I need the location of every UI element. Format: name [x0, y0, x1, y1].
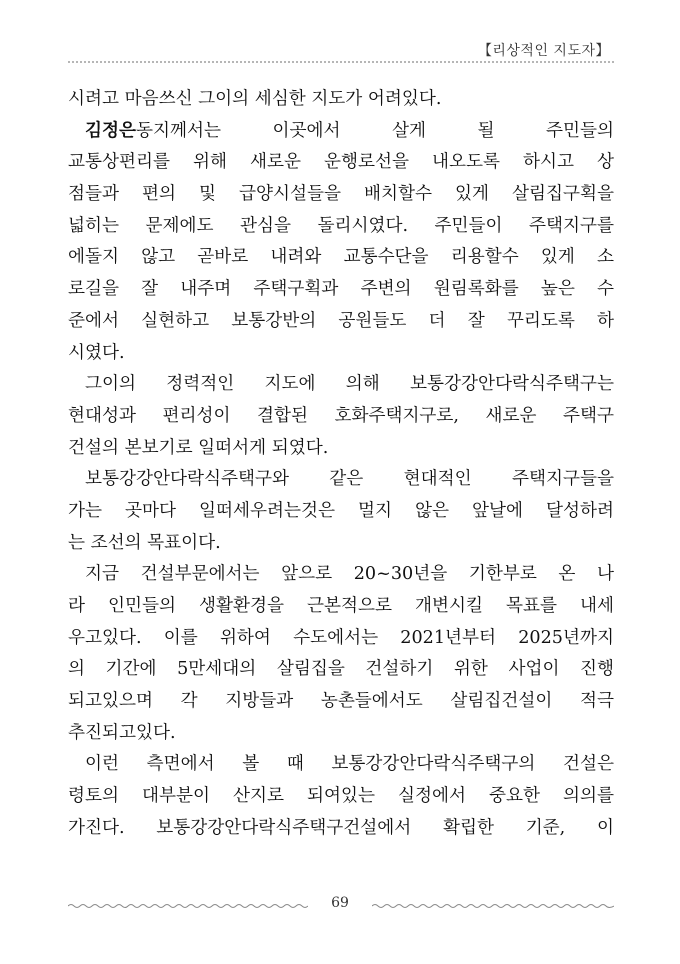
- text-line: [68, 749, 614, 781]
- text-line: [68, 338, 614, 370]
- line-text: 의 기간에 5만세대의 살림집을 건설하기 위한 사업이 진행: [68, 659, 614, 680]
- header-divider: [68, 60, 614, 64]
- line-text: 시였다.: [68, 342, 125, 363]
- line-text: 동지께서는 이곳에서 살게 될 주민들의: [136, 120, 614, 141]
- text-line: [68, 781, 614, 813]
- text-line: [68, 274, 614, 306]
- bold-name: 김정은: [85, 120, 136, 141]
- text-line: [68, 528, 614, 560]
- footer-ornament-left: [68, 903, 308, 909]
- line-text: 보통강강안다락식주택구와 같은 현대적인 주택지구들을: [85, 469, 614, 490]
- line-text: 교통상편리를 위해 새로운 운행로선을 내오도록 하시고 상: [68, 152, 614, 173]
- text-line: [68, 496, 614, 528]
- line-text: 준에서 실현하고 보통강반의 공원들도 더 잘 꾸리도록 하: [68, 310, 614, 331]
- text-line: [68, 211, 614, 243]
- text-line: [68, 179, 614, 211]
- line-text: 라 인민들의 생활환경을 근본적으로 개변시킬 목표를 내세: [68, 596, 614, 616]
- line-text: 점들과 편의 및 급양시설들을 배치할수 있게 살림집구획을: [68, 184, 614, 205]
- footer-ornament-right: [372, 903, 614, 909]
- line-text: 되고있으며 각 지방들과 농촌들에서도 살림집건설이 적극: [68, 691, 614, 712]
- text-line: [68, 464, 614, 496]
- line-text: 지금 건설부문에서는 앞으로 20~30년을 기한부로 온 나: [85, 564, 614, 585]
- line-text: 넓히는 문제에도 관심을 돌리시였다. 주민들이 주택지구를: [68, 215, 614, 236]
- line-text: 현대성과 편리성이 결합된 호화주택지구로, 새로운 주택구: [68, 405, 614, 426]
- page-header-title: 【리상적인 지도자】: [477, 43, 610, 59]
- line-text: 건설의 본보기로 일떠서게 되였다.: [68, 437, 329, 458]
- line-text: 그이의 정력적인 지도에 의해 보통강강안다락식주택구는: [85, 374, 614, 395]
- line-text: 시려고 마음쓰신 그이의 세심한 지도가 어려있다.: [68, 89, 442, 109]
- line-text: 가는 곳마다 일떠세우려는것은 멀지 않은 앞날에 달성하려: [68, 500, 614, 521]
- line-text: 우고있다. 이를 위하여 수도에서는 2021년부터 2025년까지: [68, 627, 614, 648]
- text-line: [68, 116, 614, 148]
- text-line: [68, 686, 614, 718]
- page-number: 69: [331, 895, 349, 911]
- line-text: 가진다. 보통강강안다락식주택구건설에서 확립한 기준, 이: [68, 817, 614, 838]
- text-line: [68, 654, 614, 686]
- text-line: [68, 401, 614, 433]
- body-text: [68, 84, 614, 845]
- line-text: 에돌지 않고 곧바로 내려와 교통수단을 리용할수 있게 소: [68, 247, 614, 268]
- line-text: 이런 측면에서 볼 때 보통강강안다락식주택구의 건설은: [85, 754, 614, 775]
- text-line: [68, 591, 614, 623]
- line-text: 로길을 잘 내주며 주택구획과 주변의 원림록화를 높은 수: [68, 279, 614, 300]
- line-text: 추진되고있다.: [68, 722, 176, 743]
- text-line: [68, 306, 614, 338]
- text-line: [68, 147, 614, 179]
- text-line: [68, 813, 614, 845]
- text-line: [68, 369, 614, 401]
- text-line: [68, 718, 614, 750]
- text-line: [68, 623, 614, 655]
- line-text: 령토의 대부분이 산지로 되여있는 실정에서 중요한 의의를: [68, 786, 614, 807]
- text-line: [68, 84, 614, 116]
- text-line: [68, 433, 614, 465]
- text-line: [68, 242, 614, 274]
- line-text: 는 조선의 목표이다.: [68, 532, 221, 553]
- text-line: [68, 559, 614, 591]
